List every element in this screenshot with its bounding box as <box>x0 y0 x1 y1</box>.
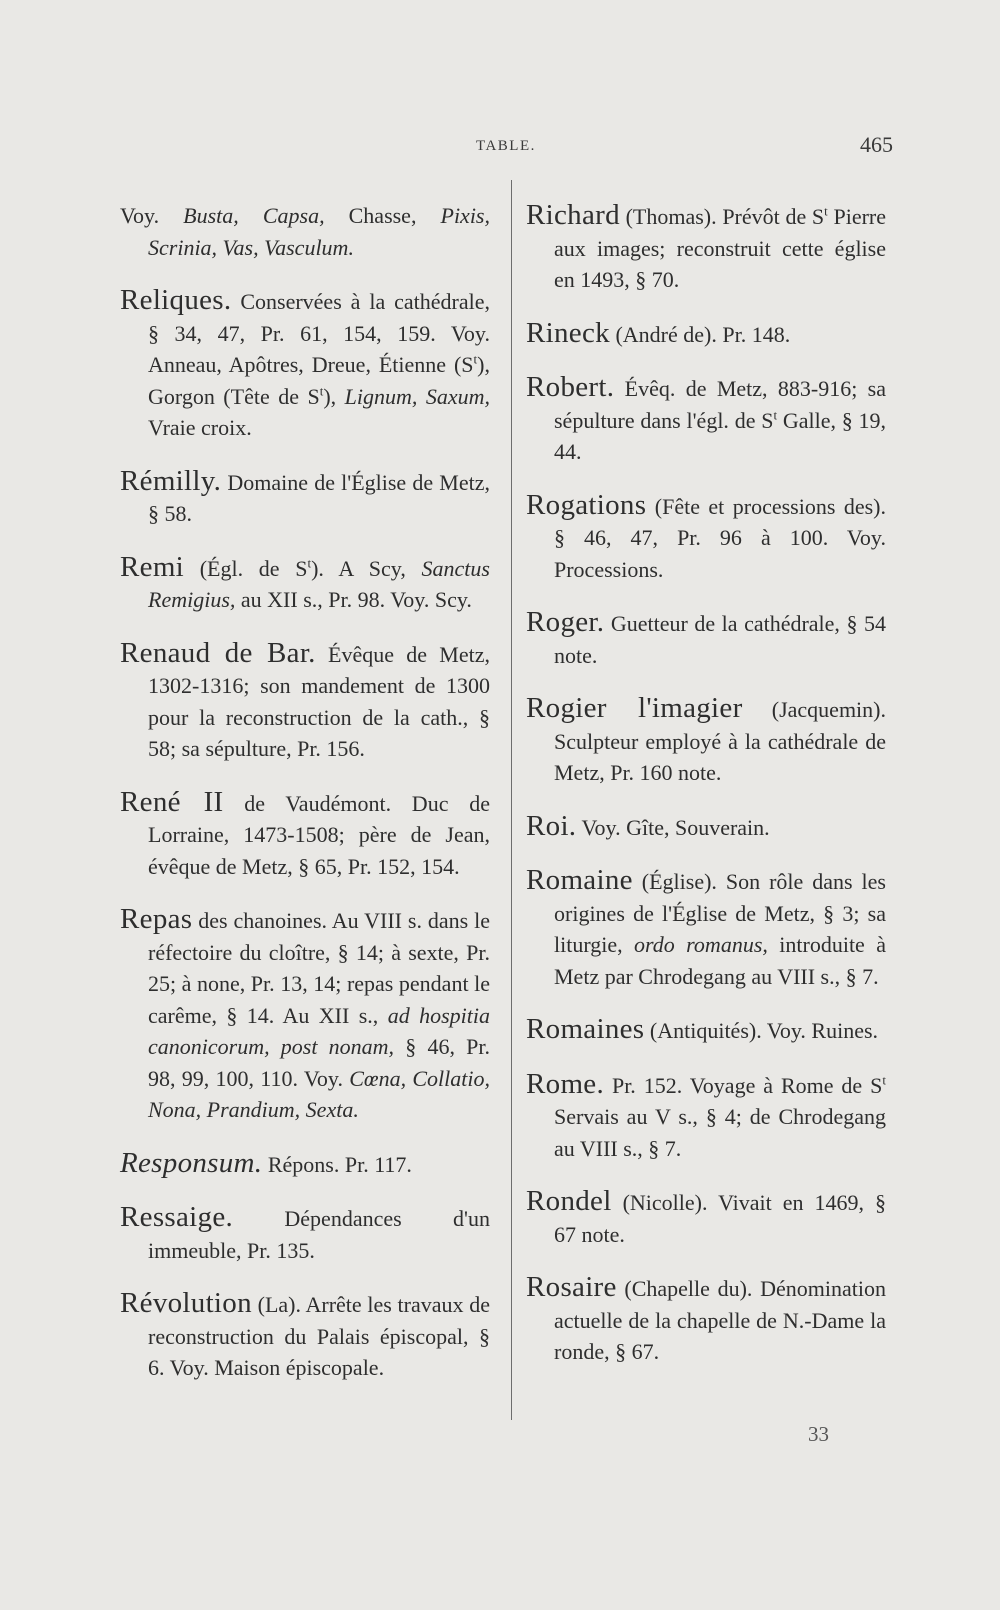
entry-text: (Thomas). Prévôt de S <box>619 204 825 229</box>
index-entry <box>526 1272 886 1368</box>
entry-headword: Roi. <box>526 809 577 842</box>
index-entry <box>120 787 490 883</box>
index-column-left <box>120 178 490 1393</box>
entry-headword: Rineck <box>526 316 610 349</box>
entry-text: ). A Scy, <box>311 555 422 581</box>
index-entry <box>526 607 886 671</box>
entry-headword: Richard <box>526 199 620 231</box>
index-entry <box>526 318 886 351</box>
entry-headword: Rondel <box>526 1185 612 1217</box>
index-entry <box>120 904 490 1126</box>
entry-text: Servais au V s., § 4; de Chrodegang au VIII s., § 7. <box>554 1104 886 1161</box>
index-entry <box>120 1288 490 1384</box>
entry-headword: Rogier l'imagier <box>526 692 743 724</box>
entry-text: Évêque de Metz, 1302-1316; son mandement de 1300 pour la reconstruction de la cath., § 58; sa sépulture, Pr. 156. <box>148 641 490 761</box>
entry-text: Dépendances d'un immeuble, Pr. 135. <box>148 1206 490 1263</box>
index-entry <box>526 200 886 296</box>
entry-headword: Rome. <box>526 1067 605 1100</box>
entry-italic-text: ordo romanus, <box>634 932 768 957</box>
entry-text: Répons. Pr. 117. <box>262 1151 412 1177</box>
entry-text: au XII s., Pr. 98. Voy. Scy. <box>235 587 472 612</box>
running-title: TABLE. <box>476 138 536 154</box>
index-entry <box>120 1202 490 1266</box>
signature-mark: 33 <box>808 1422 829 1446</box>
entry-headword: Ressaige. <box>120 1201 234 1233</box>
index-entry <box>120 1148 490 1181</box>
superscript: t <box>319 383 324 399</box>
entry-text: Conservées à la cathédrale, § 34, 47, Pr. 61, 154, 159. Voy. Anneau, Apôtres, Dreue, Étienne (S <box>148 289 490 377</box>
entry-headword: Révolution <box>120 1287 252 1319</box>
entry-italic-text: ad hospitia canonicorum, post nonam, <box>148 1002 490 1059</box>
entry-headword: Responsum. <box>120 1146 263 1179</box>
entry-italic-text: Lignum, Saxum, <box>344 383 490 409</box>
entry-headword: René II <box>120 785 224 818</box>
index-entry <box>120 285 490 444</box>
entry-text: Pr. 152. Voyage à Rome de S <box>604 1072 883 1098</box>
entry-text: Chasse, <box>324 203 441 228</box>
entry-text: (André de). Pr. 148. <box>609 321 791 347</box>
entry-headword: Rosaire <box>526 1271 617 1303</box>
entry-text: Pierre aux images; reconstruit cette église en 1493, § 70. <box>554 204 887 292</box>
index-entry <box>120 200 490 263</box>
entry-italic-text: Busta, Capsa, <box>183 203 325 228</box>
entry-text: (Jacquemin). Sculpteur employé à la cathédrale de Metz, Pr. 160 note. <box>554 697 886 785</box>
entry-text: (Fête et processions des). § 46, 47, Pr. 96 à 100. Voy. Processions. <box>554 493 886 582</box>
entry-headword: Romaine <box>526 864 633 896</box>
entry-text: Évêq. de Metz, 883-916; sa sépulture dans l'égl. de S <box>554 376 886 433</box>
entry-headword: Roger. <box>526 606 605 638</box>
entry-italic-text: Pixis, Scrinia, Vas, Vasculum. <box>148 203 490 260</box>
entry-text: Guetteur de la cathédrale, § 54 note. <box>554 611 886 668</box>
entry-headword: Rogations <box>526 488 647 521</box>
entry-headword: Robert. <box>526 371 615 403</box>
entry-headword: Remi <box>120 550 185 583</box>
superscript: t <box>307 555 312 571</box>
entry-text: (Égl. de S <box>184 555 308 581</box>
entry-text: § 46, Pr. 98, 99, 100, 110. Voy. <box>148 1034 490 1091</box>
superscript: t <box>473 351 478 367</box>
entry-text: (Antiquités). Voy. Ruines. <box>644 1018 879 1043</box>
entry-text: introduite à Metz par Chrodegang au VIII s., § 7. <box>554 932 886 989</box>
entry-text: Galle, § 19, 44. <box>554 407 886 464</box>
entry-text: (La). Arrête les travaux de reconstruction du Palais épiscopal, § 6. Voy. Maison épiscopale. <box>148 1292 490 1380</box>
index-entry <box>526 1014 886 1047</box>
index-column-right <box>526 178 886 1377</box>
index-entry <box>526 372 886 468</box>
index-entry <box>526 1069 886 1165</box>
running-head <box>0 132 1000 162</box>
index-entry <box>526 865 886 992</box>
entry-text: de Vaudémont. Duc de Lorraine, 1473-1508; père de Jean, évêque de Metz, § 65, Pr. 152, 154. <box>148 790 490 879</box>
entry-headword: Renaud de Bar. <box>120 636 316 669</box>
superscript: t <box>773 407 778 423</box>
entry-text: (Chapelle du). Dénomination actuelle de la chapelle de N.-Dame la ronde, § 67. <box>554 1276 886 1364</box>
entry-text: des chanoines. Au VIII s. dans le réfectoire du cloître, § 14; à sexte, Pr. 25; à none, Pr. 13, 14; repas pendant le carême, § 14. Au XII s., <box>148 908 490 1028</box>
entry-headword: Rémilly. <box>120 464 222 497</box>
entry-italic-text: Cœna, Collatio, Nona, Prandium, Sexta. <box>148 1065 490 1122</box>
index-entry <box>120 466 490 530</box>
entry-text: ), <box>323 383 345 409</box>
entry-text: (Nicolle). Vivait en 1469, § 67 note. <box>554 1190 886 1247</box>
index-entry <box>526 811 886 844</box>
superscript: t <box>824 203 828 219</box>
column-divider <box>511 180 512 1420</box>
index-entry <box>120 552 490 616</box>
entry-headword: Repas <box>120 903 193 935</box>
superscript: t <box>882 1072 886 1088</box>
page-number: 465 <box>860 132 893 157</box>
entry-text: Voy. Gîte, Souverain. <box>576 814 770 840</box>
entry-text: Voy. <box>120 203 184 228</box>
index-entry <box>526 693 886 789</box>
entry-italic-text: Sanctus Remigius, <box>148 555 490 612</box>
index-entry <box>526 1186 886 1250</box>
entry-text: (Église). Son rôle dans les origines de l'Église de Metz, § 3; sa liturgie, <box>554 869 886 957</box>
entry-text: Domaine de l'Église de Metz, § 58. <box>148 469 490 526</box>
index-entry <box>526 490 886 586</box>
entry-text: Vraie croix. <box>148 415 252 440</box>
index-entry <box>120 638 490 765</box>
entry-text: ), Gorgon (Tête de S <box>148 352 490 409</box>
entry-headword: Reliques. <box>120 284 232 316</box>
entry-headword: Romaines <box>526 1013 645 1045</box>
